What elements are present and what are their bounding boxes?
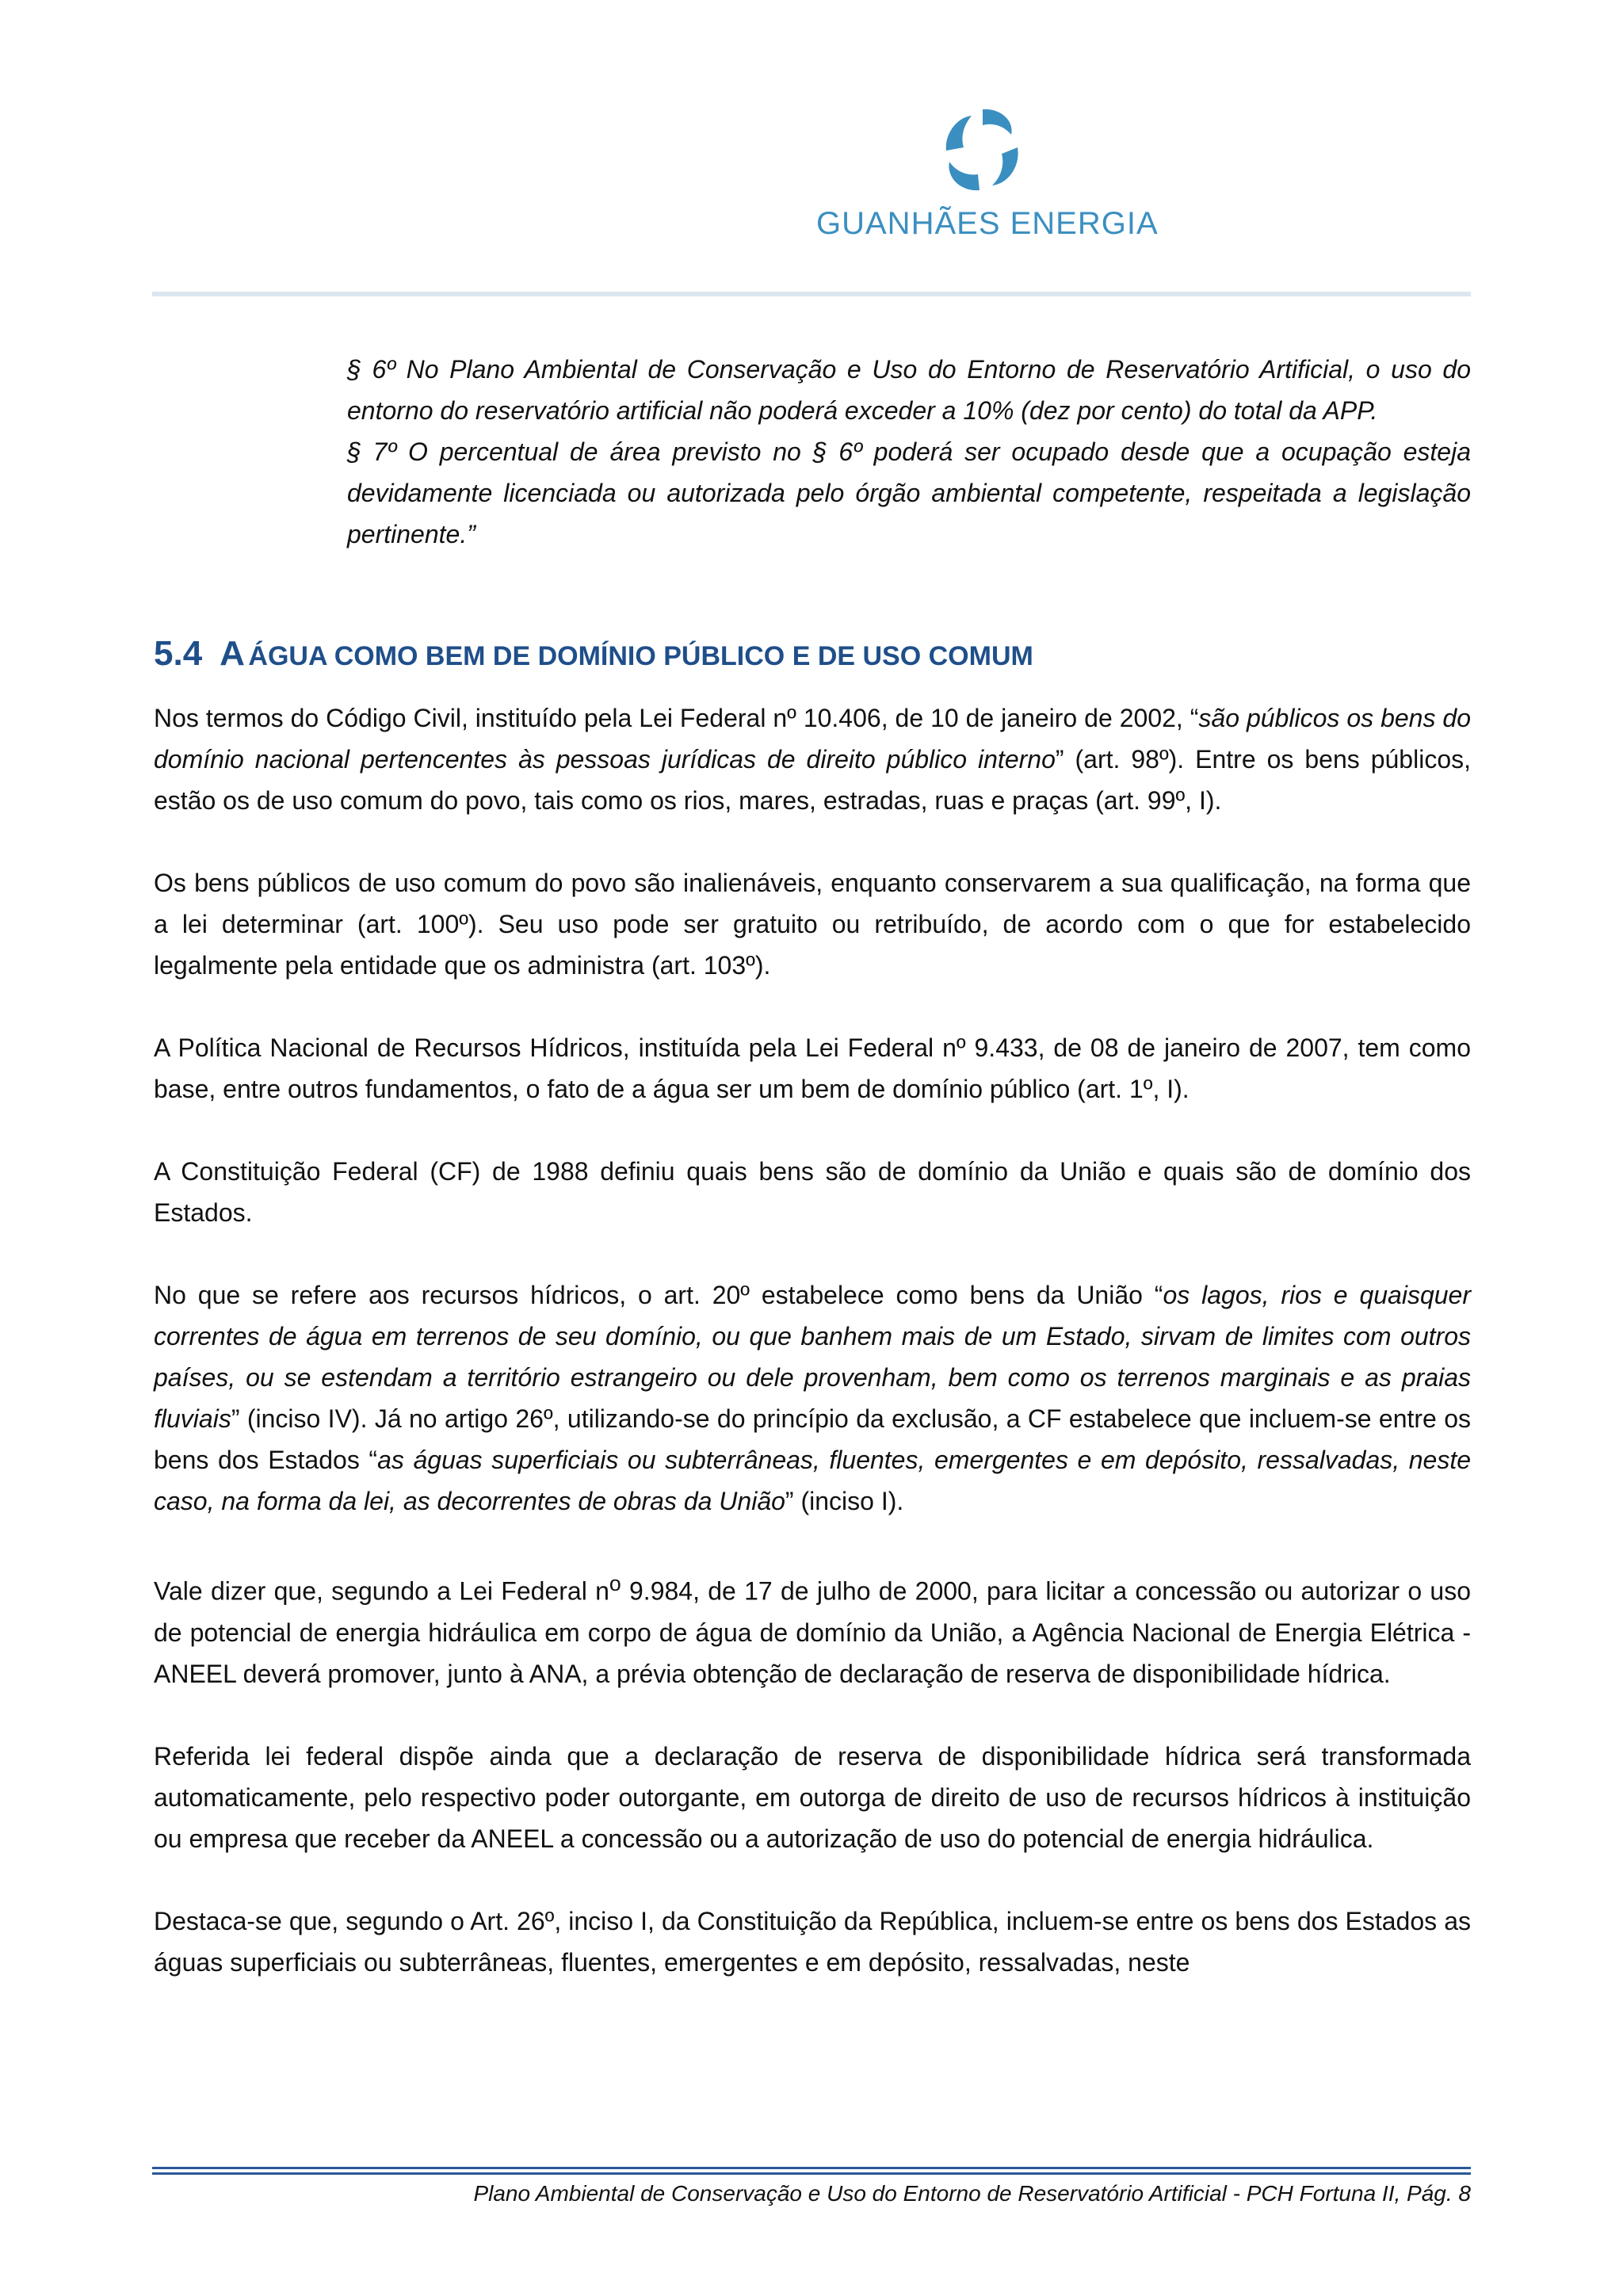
legal-quote: [347, 349, 1471, 555]
section-number: 5.4: [154, 634, 203, 673]
company-logo: [816, 103, 1159, 242]
body-text: [154, 697, 1471, 1983]
section-title-initial: A: [220, 634, 245, 673]
footer-divider: [152, 2167, 1471, 2169]
paragraph: A Política Nacional de Recursos Hídricos, instituída pela Lei Federal nº 9.433, de 08 de janeiro de 2007, tem como base, entre outros fundamentos, o fato de a água ser um bem de domínio público (art. 1º, I).: [154, 1033, 1471, 1103]
paragraph: [154, 1274, 1471, 1522]
section-title: ÁGUA COMO BEM DE DOMÍNIO PÚBLICO E DE USO COMUM: [248, 641, 1033, 671]
logo-swirl-icon: [935, 103, 1030, 198]
italic-citation: as águas superficiais ou subterrâneas, fluentes, emergentes e em depósito, ressalvadas, neste caso, na forma da lei, as decorrentes de obras da União: [154, 1446, 1472, 1515]
paragraph: Destaca-se que, segundo o Art. 26º, inciso I, da Constituição da República, incluem-se entre os bens dos Estados as águas superficiais ou subterrâneas, fluentes, emergentes e em depósito, ressalvadas, neste: [154, 1906, 1471, 1977]
paragraph: Os bens públicos de uso comum do povo são inalienáveis, enquanto conservarem a sua qualificação, na forma que a lei determinar (art. 100º). Seu uso pode ser gratuito ou retribuído, de acordo com o que for estabelecido legalmente pela entidade que os administra (art. 103º).: [154, 869, 1471, 980]
footer-divider: [152, 2172, 1471, 2175]
paragraph: [154, 697, 1471, 821]
superscript: o: [609, 1572, 621, 1595]
text-run: No que se refere aos recursos hídricos, o art. 20º estabelece como bens da União “: [154, 1281, 1163, 1309]
paragraph: [154, 1563, 1471, 1694]
text-run: ” (inciso I).: [785, 1487, 904, 1515]
italic-citation: são públicos os bens do domínio nacional pertencentes às pessoas jurídicas de direito público interno: [154, 704, 1472, 774]
page-footer: Plano Ambiental de Conservação e Uso do Entorno de Reservatório Artificial - PCH Fortuna II, Pág. 8: [473, 2181, 1471, 2206]
paragraph: A Constituição Federal (CF) de 1988 definiu quais bens são de domínio da União e quais são de domínio dos Estados.: [154, 1157, 1471, 1227]
text-run: 9.984, de 17 de julho de 2000, para licitar a concessão ou autorizar o uso de potencial de energia hidráulica em corpo de água de domínio da União, a Agência Nacional de Energia Elétrica - ANEEL deverá promover, junto à ANA, a prévia obtenção de declaração de reserva de disponibilidade hídrica.: [154, 1576, 1472, 1688]
text-run: Nos termos do Código Civil, instituído pela Lei Federal nº 10.406, de 10 de janeiro de 2002, “: [154, 704, 1199, 732]
logo-text: GUANHÃES ENERGIA: [816, 206, 1159, 241]
text-run: Vale dizer que, segundo a Lei Federal n: [154, 1576, 609, 1606]
paragraph: Referida lei federal dispõe ainda que a declaração de reserva de disponibilidade hídrica será transformada automaticamente, pelo respectivo poder outorgante, em outorga de direito de uso de recursos hídricos à instituição ou empresa que receber da ANEEL a concessão ou a autorização de uso do potencial de energia hidráulica.: [154, 1741, 1471, 1853]
italic-citation: os lagos, rios e quaisquer correntes de água em terrenos de seu domínio, ou que banhem mais de um Estado, sirvam de limites com outros países, ou se estendam a território estrangeiro ou dele provenham, bem como os terrenos marginais e as praias fluviais: [154, 1281, 1472, 1433]
quote-paragraph: § 6º No Plano Ambiental de Conservação e Uso do Entorno de Reservatório Artificial, o uso do entorno do reservatório artificial não poderá exceder a 10% (dez por cento) do total da APP.: [347, 355, 1471, 425]
header-divider: [152, 292, 1471, 296]
text-run: ” (art. 98º). Entre os bens públicos, estão os de uso comum do povo, tais como os rios, mares, estradas, ruas e praças (art. 99º, I).: [154, 745, 1472, 815]
quote-paragraph: § 7º O percentual de área previsto no § 6º poderá ser ocupado desde que a ocupação esteja devidamente licenciada ou autorizada pelo órgão ambiental competente, respeitada a legislação pertinente.”: [347, 437, 1471, 548]
section-heading: [154, 634, 1469, 674]
text-run: ” (inciso IV). Já no artigo 26º, utilizando-se do princípio da exclusão, a CF estabelece que incluem-se entre os bens dos Estados “: [154, 1404, 1471, 1474]
